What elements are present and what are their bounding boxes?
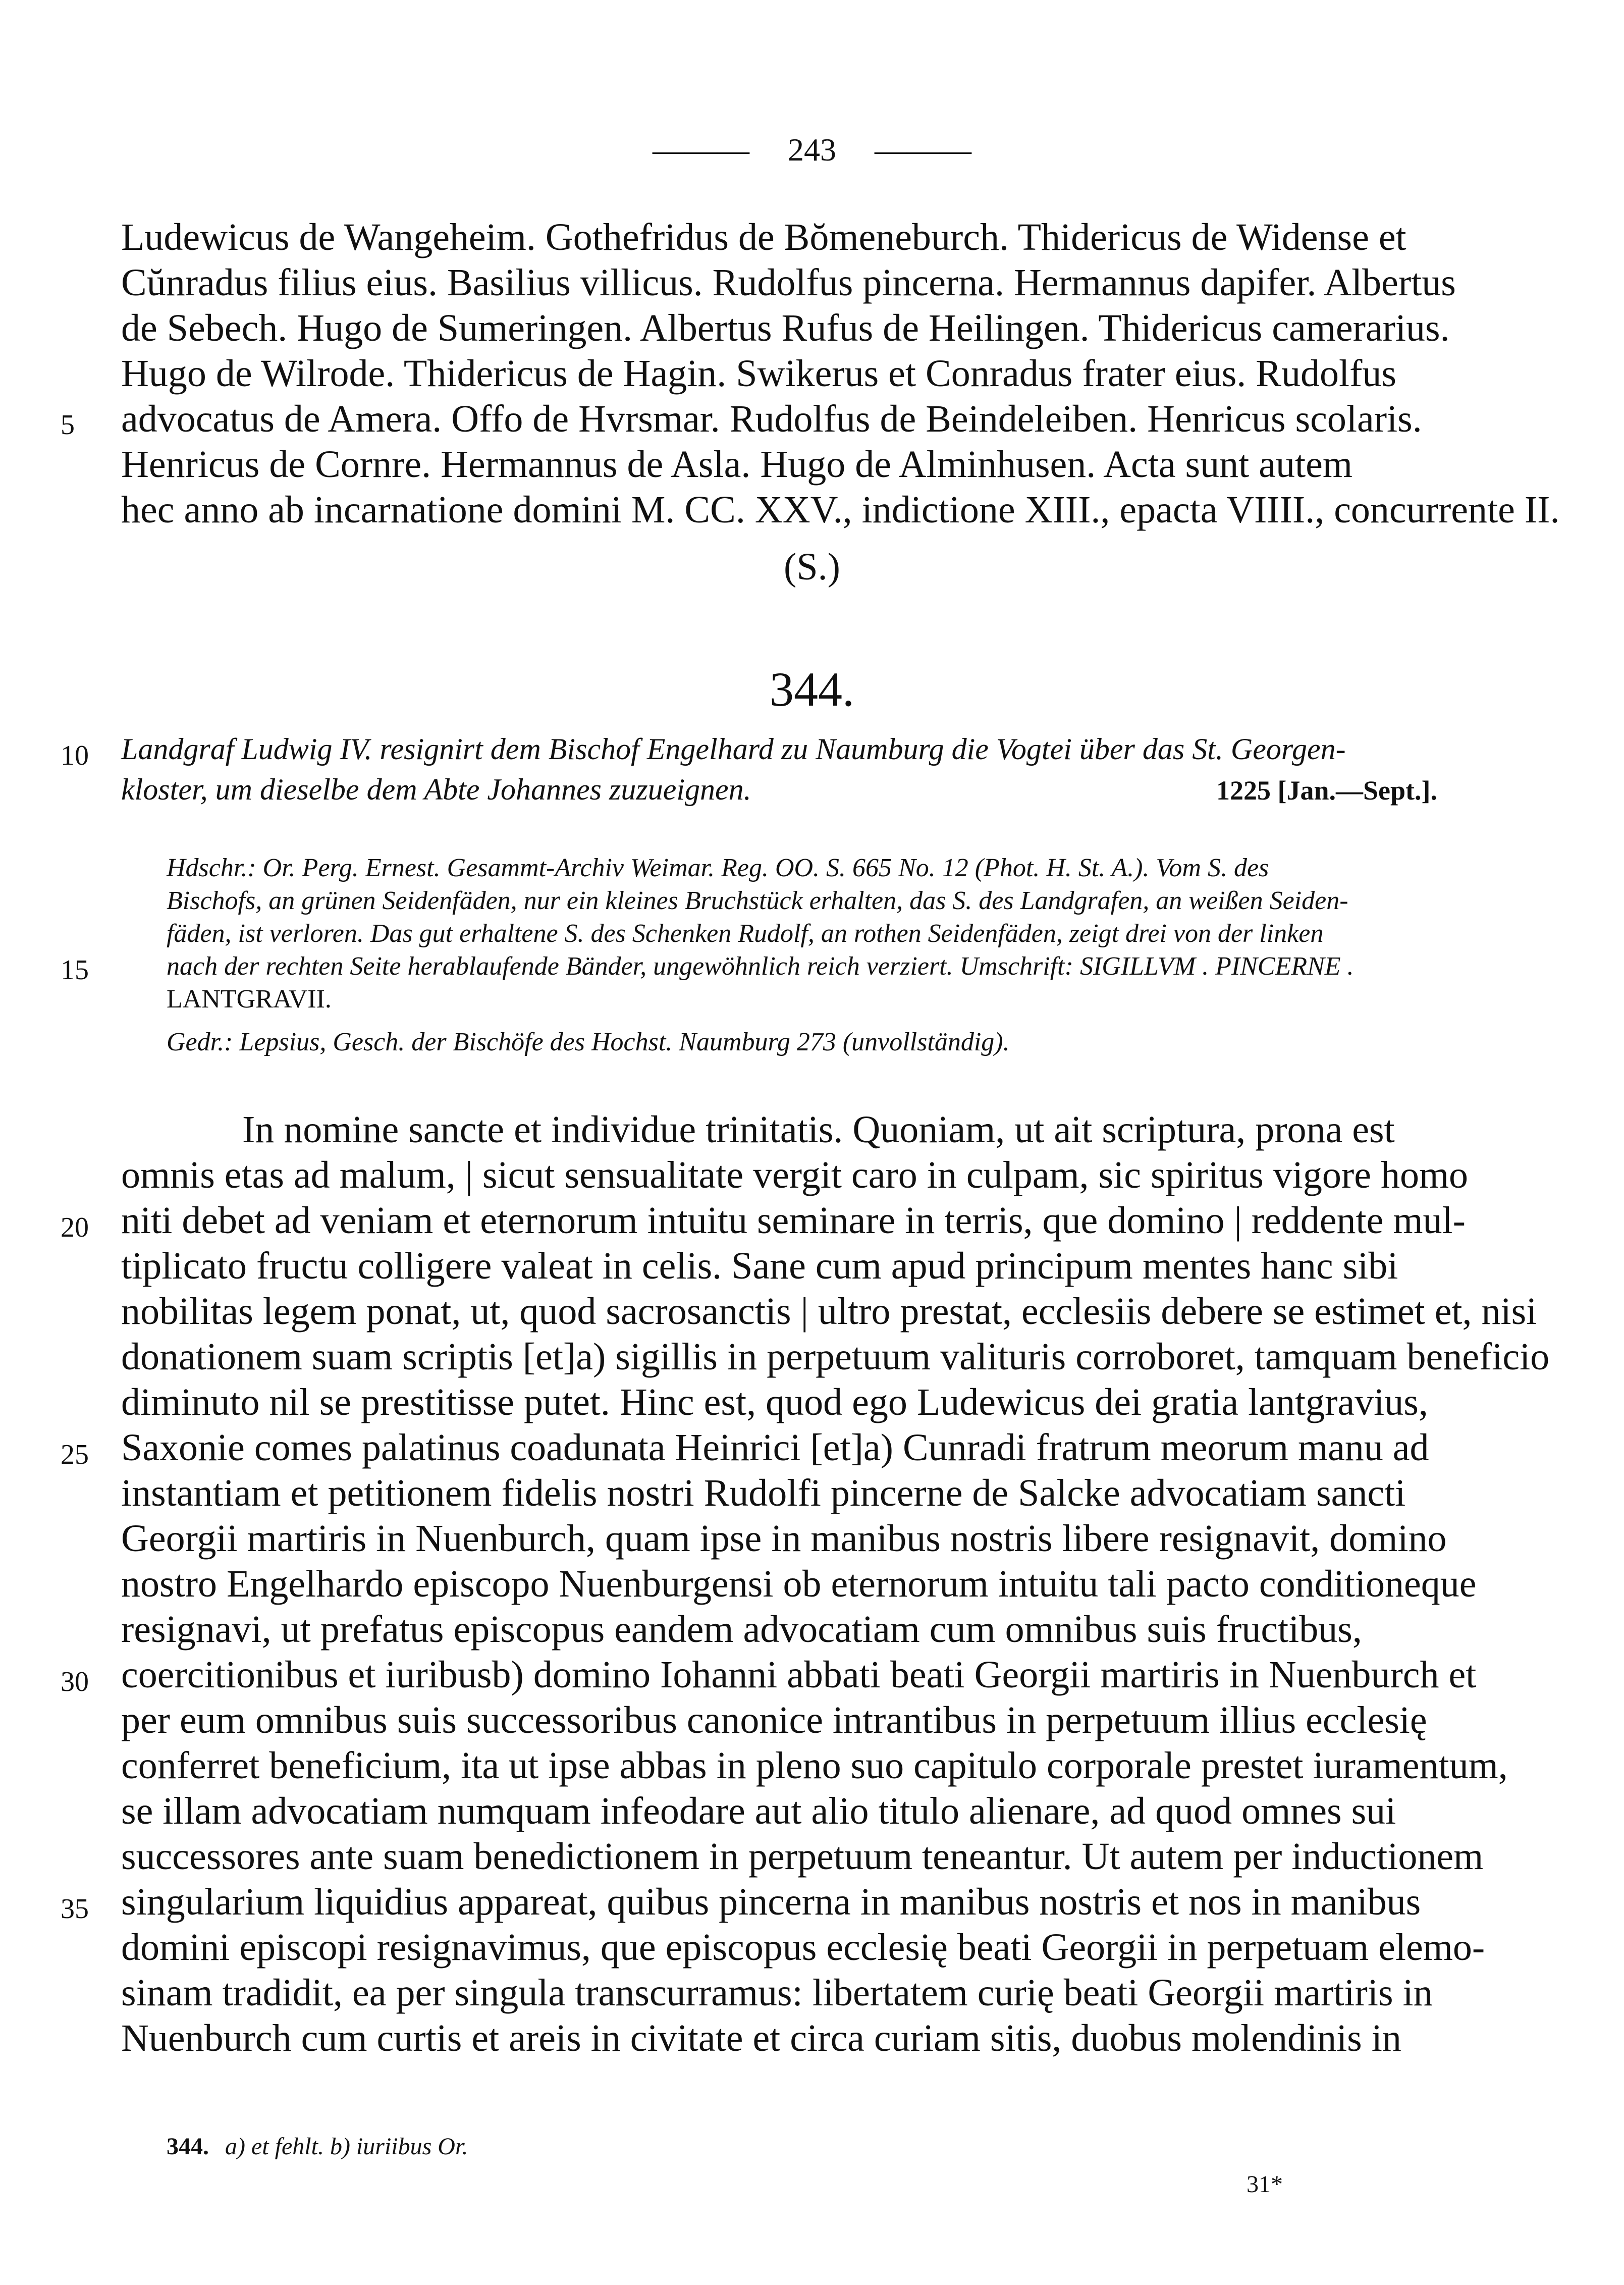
text-line: successores ante suam benedictionem in perpetuum teneantur. Ut autem per inductionem xyxy=(121,1835,1484,1878)
document-date: 1225 [Jan.—Sept.]. xyxy=(1216,775,1438,806)
regest-line: kloster, um dieselbe dem Abte Johannes zuzueignen. xyxy=(121,773,751,806)
apparatus-line: Bischofs, an grünen Seidenfäden, nur ein kleines Bruchstück erhalten, das S. des Landgrafen, an weißen Seiden- xyxy=(167,886,1348,915)
text-line: Henricus de Cornre. Hermannus de Asla. Hugo de Alminhusen. Acta sunt autem xyxy=(121,443,1352,486)
text-line: resignavi, ut prefatus episcopus eandem advocatiam cum omnibus suis fructibus, xyxy=(121,1608,1362,1651)
text-line: instantiam et petitionem fidelis nostri Rudolfi pincerne de Salcke advocatiam sancti xyxy=(121,1472,1406,1514)
text-line: per eum omnibus suis successoribus canonice intrantibus in perpetuum illius ecclesię xyxy=(121,1699,1427,1741)
line-number: 5 xyxy=(61,409,75,441)
line-number: 30 xyxy=(61,1666,89,1697)
text-line: donationem suam scriptis [et]a) sigillis in perpetuum valituris corroboret, tamquam beneficio xyxy=(121,1336,1550,1378)
footnote xyxy=(167,2133,468,2160)
text-line: In nomine sancte et individue trinitatis. Quoniam, ut ait scriptura, prona est xyxy=(242,1108,1395,1151)
signature-mark: 31* xyxy=(1247,2171,1283,2198)
line-number: 25 xyxy=(61,1439,89,1470)
text-line: Hugo de Wilrode. Thidericus de Hagin. Swikerus et Conradus frater eius. Rudolfus xyxy=(121,352,1396,395)
text-line: Ludewicus de Wangeheim. Gothefridus de Bŏmeneburch. Thidericus de Widense et xyxy=(121,216,1406,258)
apparatus-line: Hdschr.: Or. Perg. Ernest. Gesammt-Archiv Weimar. Reg. OO. S. 665 No. 12 (Phot. H. St. A.). Vom S. des xyxy=(167,854,1269,882)
text-line: nostro Engelhardo episcopo Nuenburgensi ob eternorum intuitu tali pacto conditioneque xyxy=(121,1563,1477,1605)
text-line: coercitionibus et iuribusb) domino Iohanni abbati beati Georgii martiris in Nuenburch et xyxy=(121,1654,1477,1696)
text-line: Nuenburch cum curtis et areis in civitate et circa curiam sitis, duobus molendinis in xyxy=(121,2017,1401,2059)
text-line: conferret beneficium, ita ut ipse abbas in pleno suo capitulo corporale prestet iuramentum, xyxy=(121,1744,1508,1787)
text-line: se illam advocatiam numquam infeodare aut alio titulo alienare, ad quod omnes sui xyxy=(121,1790,1396,1832)
text-line: tiplicato fructu colligere valeat in celis. Sane cum apud principum mentes hanc sibi xyxy=(121,1245,1398,1287)
text-line: singularium liquidius appareat, quibus pincerna in manibus nostris et nos in manibus xyxy=(121,1881,1421,1923)
text-line: Georgii martiris in Nuenburch, quam ipse in manibus nostris libere resignavit, domino xyxy=(121,1517,1447,1560)
text-line: hec anno ab incarnatione domini M. CC. XXV., indictione XIII., epacta VIIII., concurrente II. xyxy=(121,489,1560,531)
line-number: 15 xyxy=(61,954,89,986)
footnote-number: 344. xyxy=(167,2133,209,2160)
text-line: omnis etas ad malum, | sicut sensualitate vergit caro in culpam, sic spiritus vigore homo xyxy=(121,1154,1469,1196)
page-header xyxy=(0,131,1624,169)
header-dash-right: ——— xyxy=(875,132,971,168)
text-line: Cŭnradus filius eius. Basilius villicus. Rudolfus pincerna. Hermannus dapifer. Albertus xyxy=(121,261,1456,304)
document-number: 344. xyxy=(770,662,854,716)
apparatus-line: Gedr.: Lepsius, Gesch. der Bischöfe des Hochst. Naumburg 273 (unvollständig). xyxy=(167,1028,1010,1056)
apparatus-line: nach der rechten Seite herablaufende Bänder, ungewöhnlich reich verziert. Umschrift: SIGILLVM . PINCERNE . xyxy=(167,952,1354,981)
line-number: 35 xyxy=(61,1893,89,1925)
text-line: nobilitas legem ponat, ut, quod sacrosanctis | ultro prestat, ecclesiis debere se estimet et, nisi xyxy=(121,1290,1537,1333)
seal-mark: (S.) xyxy=(784,546,840,588)
text-line: sinam tradidit, ea per singula transcurramus: libertatem curię beati Georgii martiris in xyxy=(121,1972,1433,2014)
text-line: de Sebech. Hugo de Sumeringen. Albertus Rufus de Heilingen. Thidericus camerarius. xyxy=(121,307,1450,349)
footnote-text: a) et fehlt. b) iuriibus Or. xyxy=(225,2133,468,2160)
text-line: domini episcopi resignavimus, que episcopus ecclesię beati Georgii in perpetuam elemo- xyxy=(121,1926,1485,1969)
apparatus-line: fäden, ist verloren. Das gut erhaltene S. des Schenken Rudolf, an rothen Seidenfäden, zeigt drei von der linken xyxy=(167,919,1324,948)
page-number: 243 xyxy=(788,132,836,168)
regest-line: Landgraf Ludwig IV. resignirt dem Bischof Engelhard zu Naumburg die Vogtei über das St. Georgen- xyxy=(121,732,1346,766)
line-number: 10 xyxy=(61,740,89,771)
text-line: advocatus de Amera. Offo de Hvrsmar. Rudolfus de Beindeleiben. Henricus scolaris. xyxy=(121,398,1422,440)
text-line: niti debet ad veniam et eternorum intuitu seminare in terris, que domino | reddente mul- xyxy=(121,1199,1466,1242)
header-dash-left: ——— xyxy=(653,132,749,168)
line-number: 20 xyxy=(61,1212,89,1243)
text-line: Saxonie comes palatinus coadunata Heinrici [et]a) Cunradi fratrum meorum manu ad xyxy=(121,1426,1429,1469)
text-line: diminuto nil se prestitisse putet. Hinc est, quod ego Ludewicus dei gratia lantgravius, xyxy=(121,1381,1428,1423)
apparatus-line: LANTGRAVII. xyxy=(167,985,332,1014)
